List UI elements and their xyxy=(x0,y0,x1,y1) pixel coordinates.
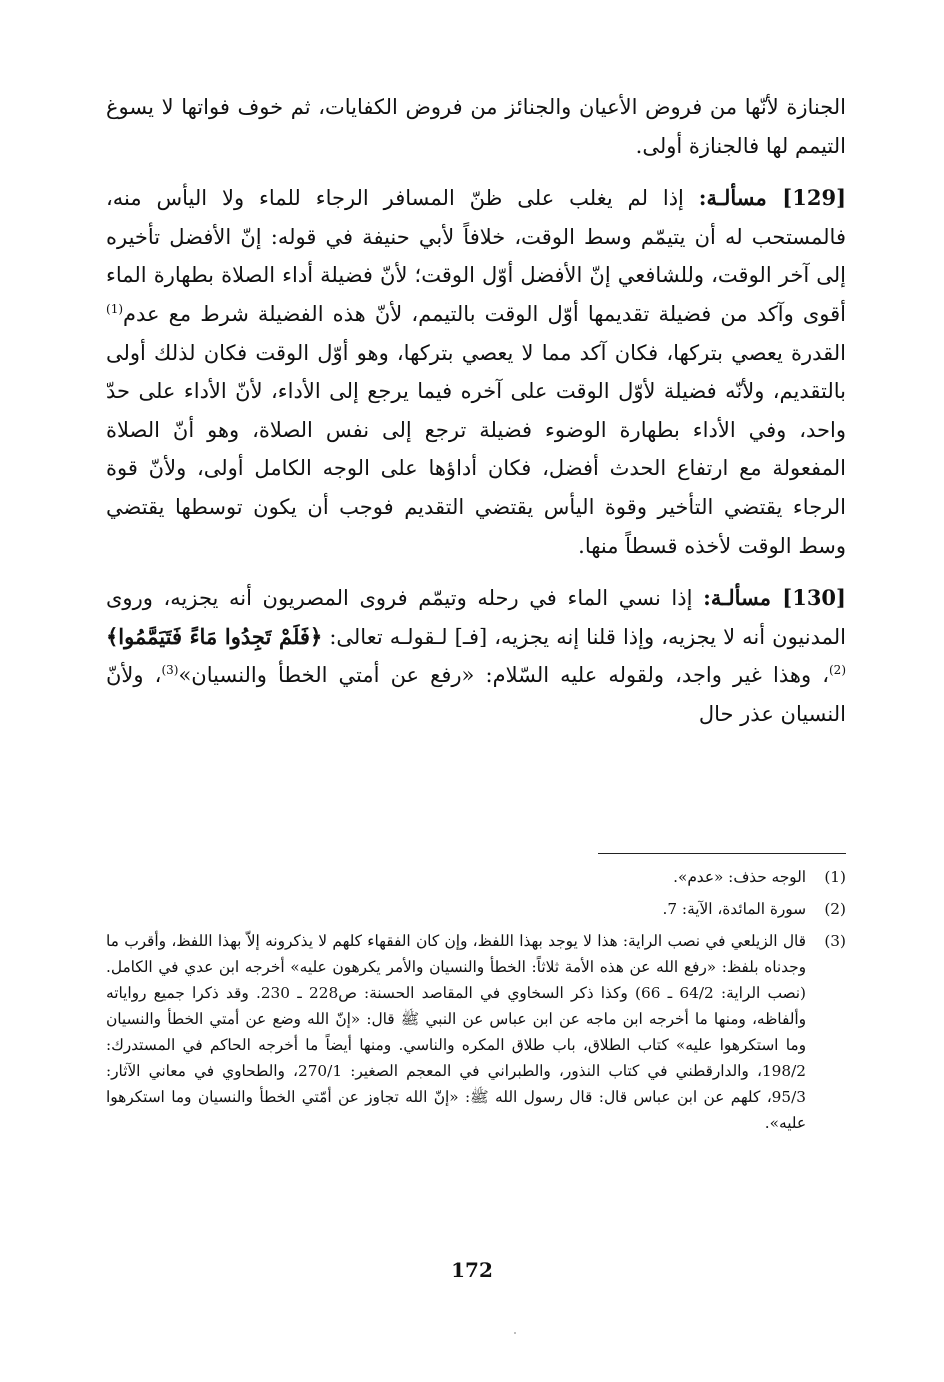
footnote-ref[interactable]: (2) xyxy=(828,663,846,678)
issue-label: [130] مسألـة: xyxy=(703,585,846,611)
footnote-text: قال الزيلعي في نصب الراية: هذا لا يوجد بهذا اللفظ، وإن كان الفقهاء كلهم لا يذكرونه إلاّ بهذا اللفظ، وأقرب ما وجدناه بلفظ: «رفع الله عن هذه الأمة ثلاثاً: الخطأ والنسيان والأمر يكرهون عليه» أخرجه ابن عدي في الكامل. (نصب الراية: 64/2 ـ 66) وكذا ذكر السخاوي في المقاصد الحسنة: ص228 ـ 230. وقد ذكرا جميع رواياته وألفاظه، ومنها ما أخرجه ابن ماجه عن ابن عباس عن النبي ﷺ قال: «إنّ الله وضع عن أمتي الخطأ والنسيان وما استكرهوا عليه» كتاب الطلاق، باب طلاق المكره والناسي. ومنها أيضاً ما أخرجه الحاكم في المستدرك: 198/2، والدارقطني في كتاب النذور، والطبراني في المعجم الصغير: 270/1، والطحاوي في معاني الآثار: 95/3، كلهم عن ابن عباس قال: قال رسول الله ﷺ: «إنّ الله تجاوز عن أمّتي الخطأ والنسيان وما استكرهوا عليه». xyxy=(106,932,806,1132)
paragraph-text: الجنازة لأنّها من فروض الأعيان والجنائز من فروض الكفايات، ثم خوف فواتها لا يسوغ التيمم لها فالجنازة أولى. xyxy=(106,95,846,158)
footnote-separator xyxy=(598,853,846,854)
footnote-item xyxy=(106,864,846,890)
footnote-number: (3) xyxy=(824,932,846,950)
footnote-text: سورة المائدة، الآية: 7. xyxy=(662,900,806,918)
main-text xyxy=(106,88,846,734)
paragraph-text: ، ولأنّ النسيان عذر حال xyxy=(106,663,846,726)
issue-label: [129] مسألـة: xyxy=(698,185,846,211)
footnote-text: الوجه حذف: «عدم». xyxy=(673,868,806,886)
footnote-number: (2) xyxy=(824,900,846,918)
paragraph-issue-129 xyxy=(106,179,846,565)
footnote-number: (1) xyxy=(824,868,846,886)
footnote-ref[interactable]: (3) xyxy=(161,663,179,678)
footnote-ref[interactable]: (1) xyxy=(106,301,124,316)
paragraph-text: ، وهذا غير واجد، ولقوله عليه السّلام: «رفع عن أمتي الخطأ والنسيان» xyxy=(178,663,829,688)
paragraph-issue-130 xyxy=(106,579,846,733)
quran-quote: ﴿فَلَمْ تَجِدُوا مَاءً فَتَيَمَّمُوا﴾ xyxy=(106,623,323,649)
paragraph-text: إذا نسي الماء في رحله وتيمّم فروى المصريون أنه يجزيه، وروى المدنيون أنه لا يجزيه، وإذا قلنا إنه يجزيه، [فـ] لـقولـه تعالى: xyxy=(106,586,847,649)
page-number: 172 xyxy=(451,1258,493,1282)
footnotes xyxy=(106,864,846,1136)
scan-speck xyxy=(514,1332,516,1334)
paragraph-continuation xyxy=(106,88,846,165)
footnote-item xyxy=(106,896,846,922)
paragraph-text: إذا لم يغلب على ظنّ المسافر الرجاء للماء ولا اليأس منه، فالمستحب له أن يتيمّم وسط الوقت، خلافاً لأبي حنيفة في قوله: إنّ الأفضل تأخيره إلى آخر الوقت، وللشافعي إنّ الأفضل أوّل الوقت؛ لأنّ فضيلة أداء الصلاة بطهارة الماء أقوى وآكد من فضيلة تقديمها أوّل الوقت بالتيمم، لأنّ هذه الفضيلة شرط مع عدم xyxy=(106,186,846,326)
footnote-item xyxy=(106,928,846,1136)
paragraph-text: القدرة يعصي بتركها، فكان آكد مما لا يعصي بتركها، وهو أوّل الوقت فكان لذلك أولى بالتقديم، ولأنّه فضيلة لأوّل الوقت على آخره فيما يرجع إلى الأداء، لأنّ الأداء على حدّ واحد، وفي الأداء بطهارة الوضوء فضيلة ترجع إلى نفس الصلاة، وهو أنّ الصلاة المفعولة مع ارتفاع الحدث أفضل، فكان أداؤها على الوجه الكامل أولى، ولأنّ قوة الرجاء يقتضي التأخير وقوة اليأس يقتضي التقديم فوجب أن يكون توسطها يقتضي وسط الوقت لأخذه قسطاً منها. xyxy=(106,340,846,558)
